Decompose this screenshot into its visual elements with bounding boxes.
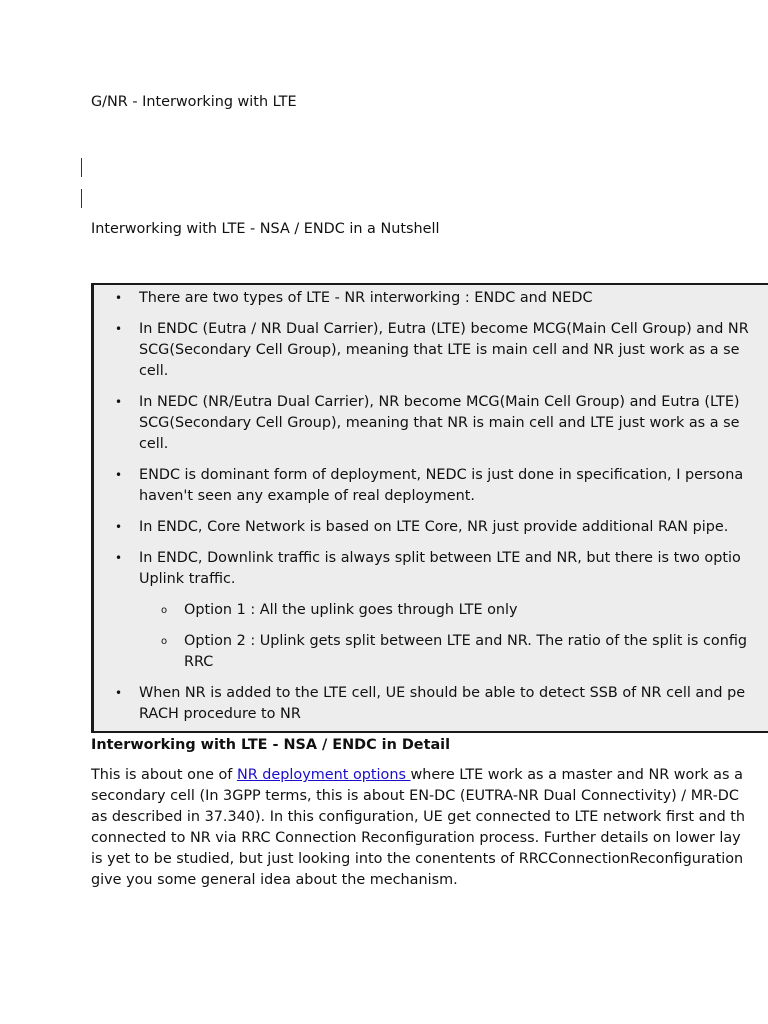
paragraph-line: give you some general idea about the mechanism. [91, 872, 458, 888]
list-item-text: There are two types of LTE - NR interworking : ENDC and NEDC [139, 290, 593, 306]
bullet-icon: • [115, 395, 123, 409]
section-title-nutshell: Interworking with LTE - NSA / ENDC in a Nutshell [91, 221, 440, 237]
detail-paragraph [91, 765, 745, 891]
list-item-text: In ENDC (Eutra / NR Dual Carrier), Eutra (LTE) become MCG(Main Cell Group) and NR SCG(Secondary Cell Group), meaning that LTE is main cell and NR just work as a se cell. [139, 321, 749, 379]
paragraph-text: where LTE work as a master and NR work as a [410, 767, 743, 783]
list-item-text: In ENDC, Core Network is based on LTE Core, NR just provide additional RAN pipe. [139, 519, 729, 535]
paragraph-line: as described in 37.340). In this configuration, UE get connected to LTE network first and th [91, 809, 746, 825]
list-item-text: When NR is added to the LTE cell, UE should be able to detect SSB of NR cell and pe RACH procedure to NR [139, 685, 746, 722]
bullet-icon: • [115, 322, 123, 336]
paragraph-intro-text: This is about one of [91, 767, 237, 783]
text-cursor-mark [81, 158, 82, 177]
list-item-text: In NEDC (NR/Eutra Dual Carrier), NR become MCG(Main Cell Group) and Eutra (LTE) SCG(Secondary Cell Group), meaning that NR is main cell and LTE just work as a se cell. [139, 394, 740, 452]
sub-bullet-icon: o [161, 636, 168, 647]
paragraph-line: secondary cell (In 3GPP terms, this is about EN-DC (EUTRA-NR Dual Connectivity) / MR-DC [91, 788, 739, 804]
nr-deployment-options-link[interactable]: NR deployment options [236, 767, 411, 783]
summary-box [91, 283, 768, 733]
list-item-text: In ENDC, Downlink traffic is always split between LTE and NR, but there is two optio Uplink traffic. [139, 550, 741, 587]
list-item-text: ENDC is dominant form of deployment, NEDC is just done in specification, I persona haven't seen any example of real deployment. [139, 467, 744, 504]
section-heading-detail: Interworking with LTE - NSA / ENDC in Detail [91, 737, 451, 753]
paragraph-line [91, 765, 745, 786]
bullet-icon: • [115, 551, 123, 565]
bullet-icon: • [115, 468, 123, 482]
paragraph-line: is yet to be studied, but just looking into the conentents of RRCConnectionReconfiguration [91, 851, 744, 867]
bullet-icon: • [115, 686, 123, 700]
sub-list-item-text: Option 2 : Uplink gets split between LTE and NR. The ratio of the split is config RRC [184, 633, 748, 670]
text-cursor-mark [81, 189, 82, 208]
sub-bullet-icon: o [161, 605, 168, 616]
sub-list-item-text: Option 1 : All the uplink goes through LTE only [184, 602, 518, 618]
paragraph-line: connected to NR via RRC Connection Reconfiguration process. Further details on lower lay [91, 830, 741, 846]
page-title: G/NR - Interworking with LTE [91, 94, 297, 110]
bullet-icon: • [115, 291, 123, 305]
bullet-icon: • [115, 520, 123, 534]
